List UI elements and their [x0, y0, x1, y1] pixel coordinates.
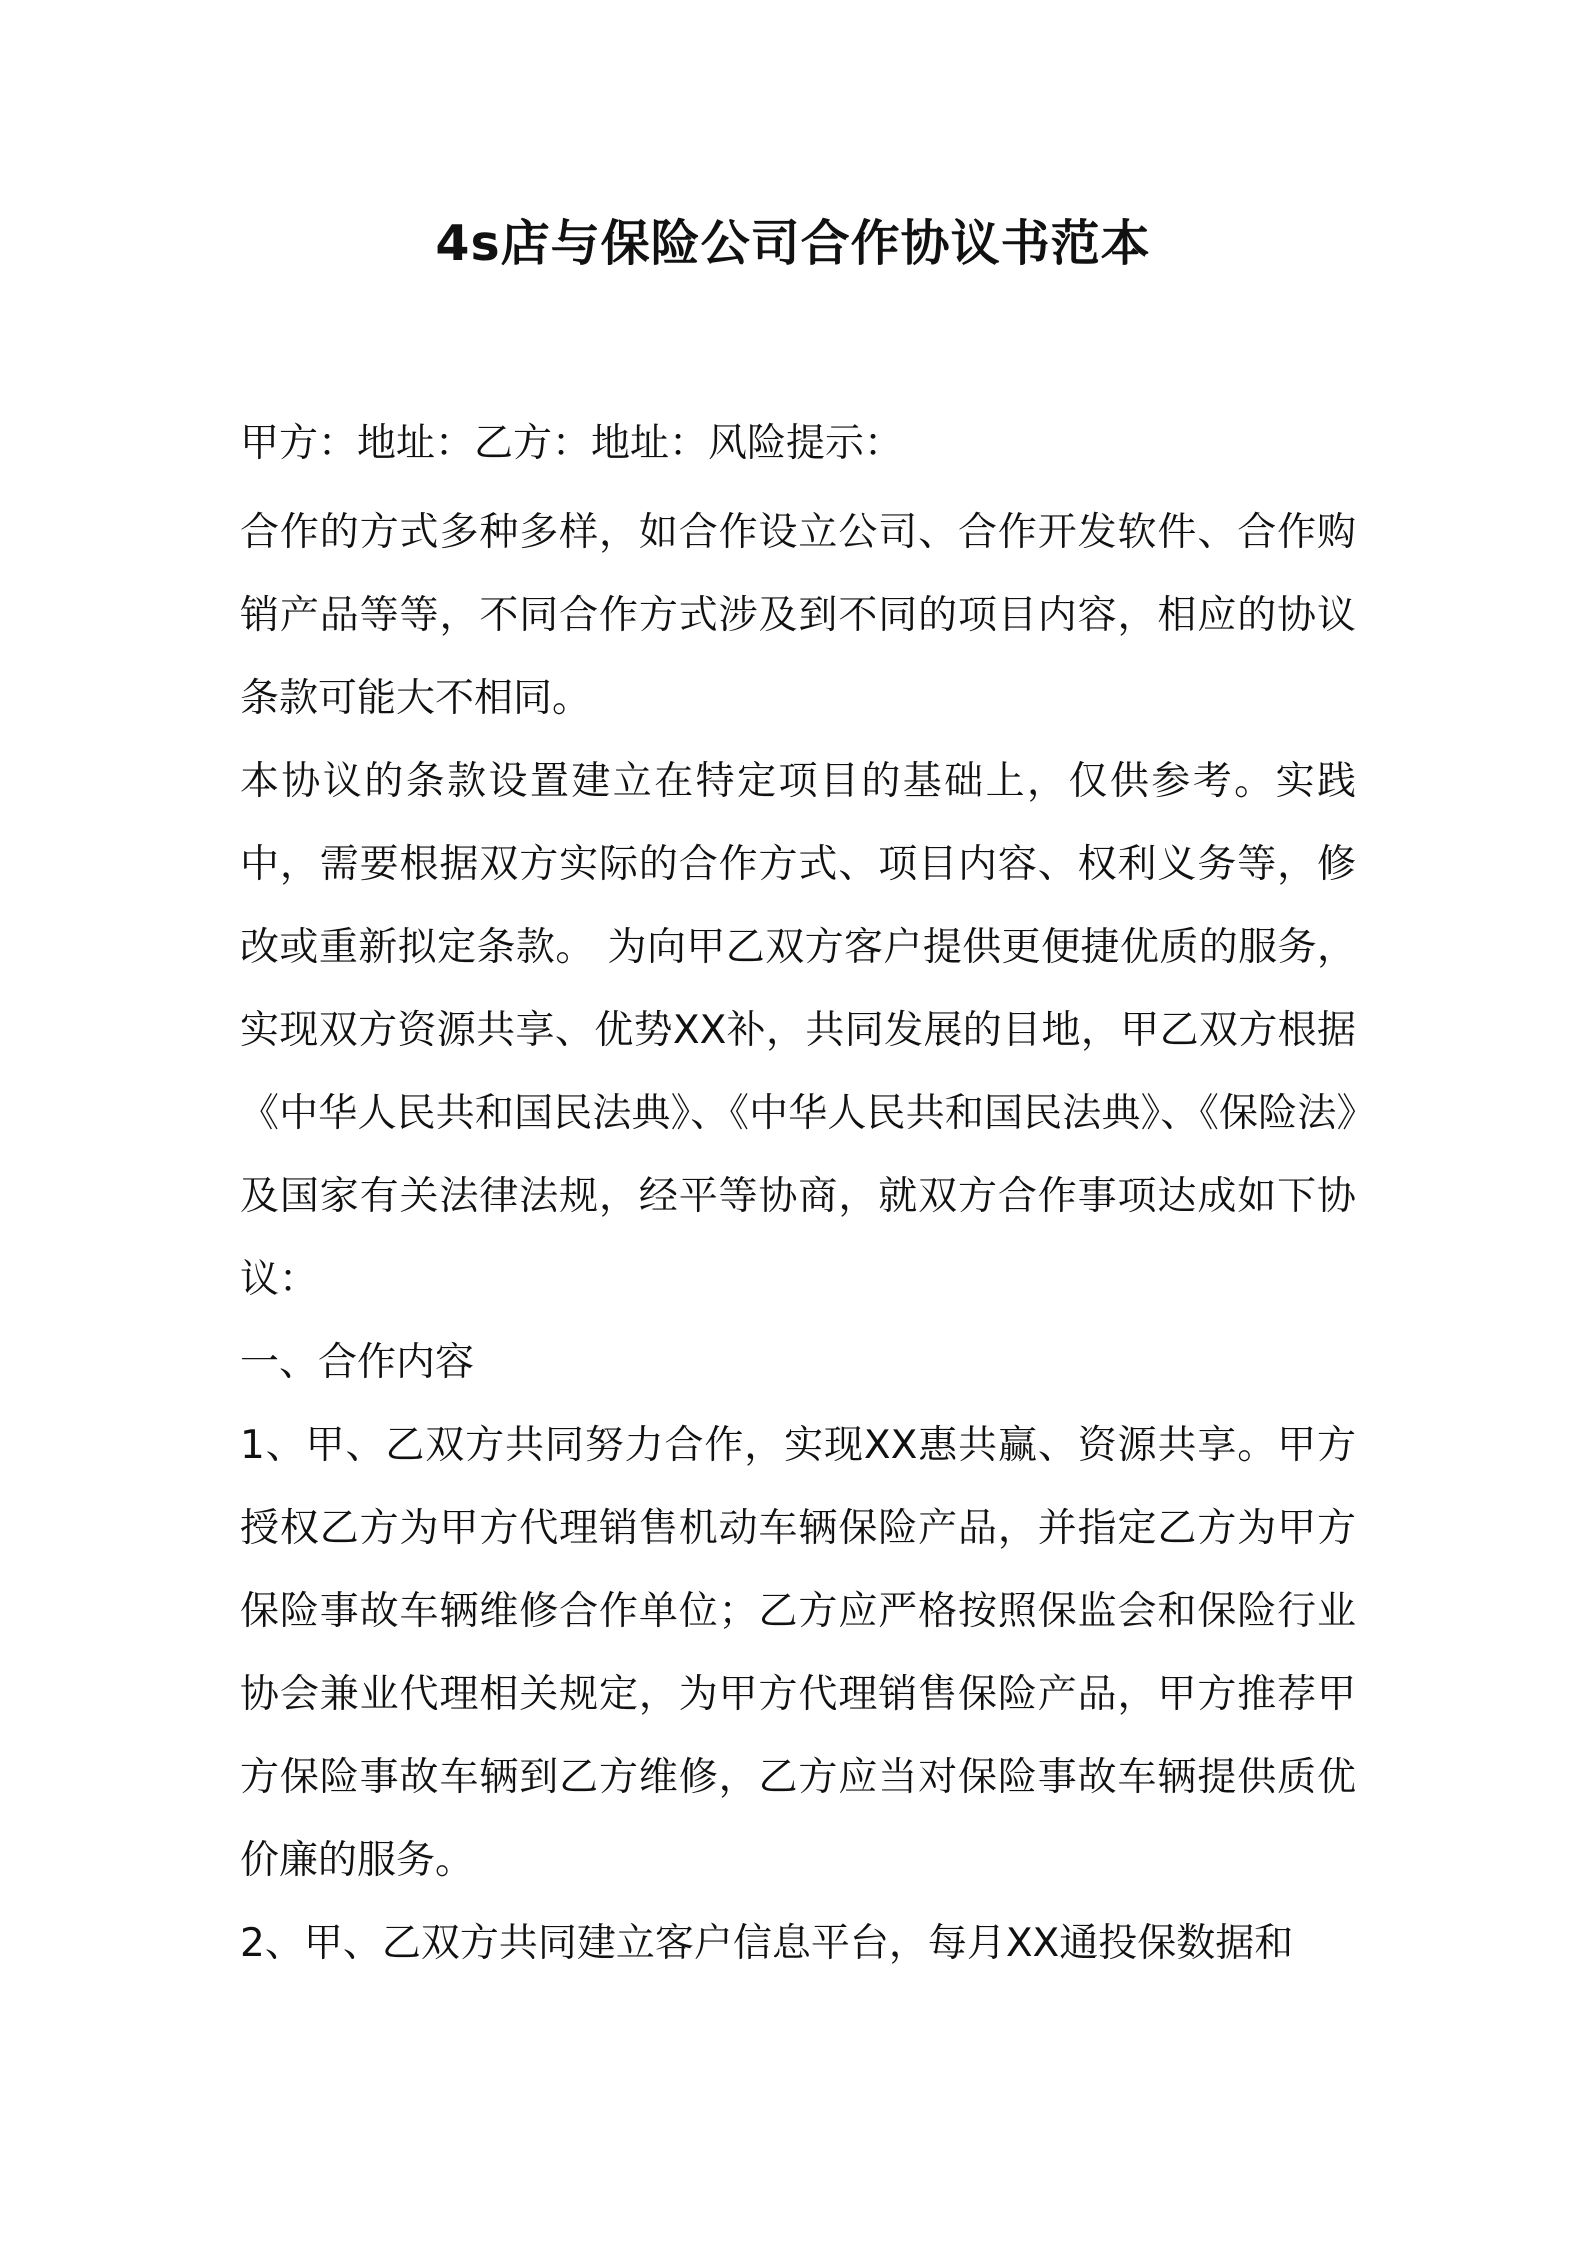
paragraph-risk-notice: 合作的方式多种多样，如合作设立公司、合作开发软件、合作购销产品等等，不同合作方式涉及到不同的项目内容，相应的协议条款可能大不相同。 — [240, 510, 1356, 721]
clause-1: 1、甲、乙双方共同努力合作，实现XX惠共赢、资源共享。甲方授权乙方为甲方代理销售机动车辆保险产品，并指定乙方为甲方保险事故车辆维修合作单位；乙方应严格按照保监会和保险行业协会兼业代理相关规定，为甲方代理销售保险产品，甲方推荐甲方保险事故车辆到乙方维修，乙方应当对保险事故车辆提供质优价廉的服务。 — [240, 1423, 1356, 1883]
parties-line: 甲方：地址：乙方：地址：风险提示： — [240, 421, 904, 466]
paragraph-preamble: 本协议的条款设置建立在特定项目的基础上，仅供参考。实践中，需要根据双方实际的合作方式、项目内容、权利义务等，修改或重新拟定条款。 为向甲乙双方客户提供更便捷优质的服务，实现双方资源共享、优势XX补，共同发展的目地，甲乙双方根据《中华人民共和国民法典》、《中华人民共和国民法典》、《保险法》及国家有关法律法规，经平等协商，就双方合作事项达成如下协议： — [240, 759, 1356, 1302]
clause-2: 2、甲、乙双方共同建立客户信息平台，每月XX通投保数据和 — [240, 1921, 1294, 1966]
document-title: 4s店与保险公司合作协议书范本 — [435, 215, 1151, 272]
document-body — [240, 402, 1356, 1985]
section-heading-cooperation: 一、合作内容 — [240, 1340, 475, 1385]
